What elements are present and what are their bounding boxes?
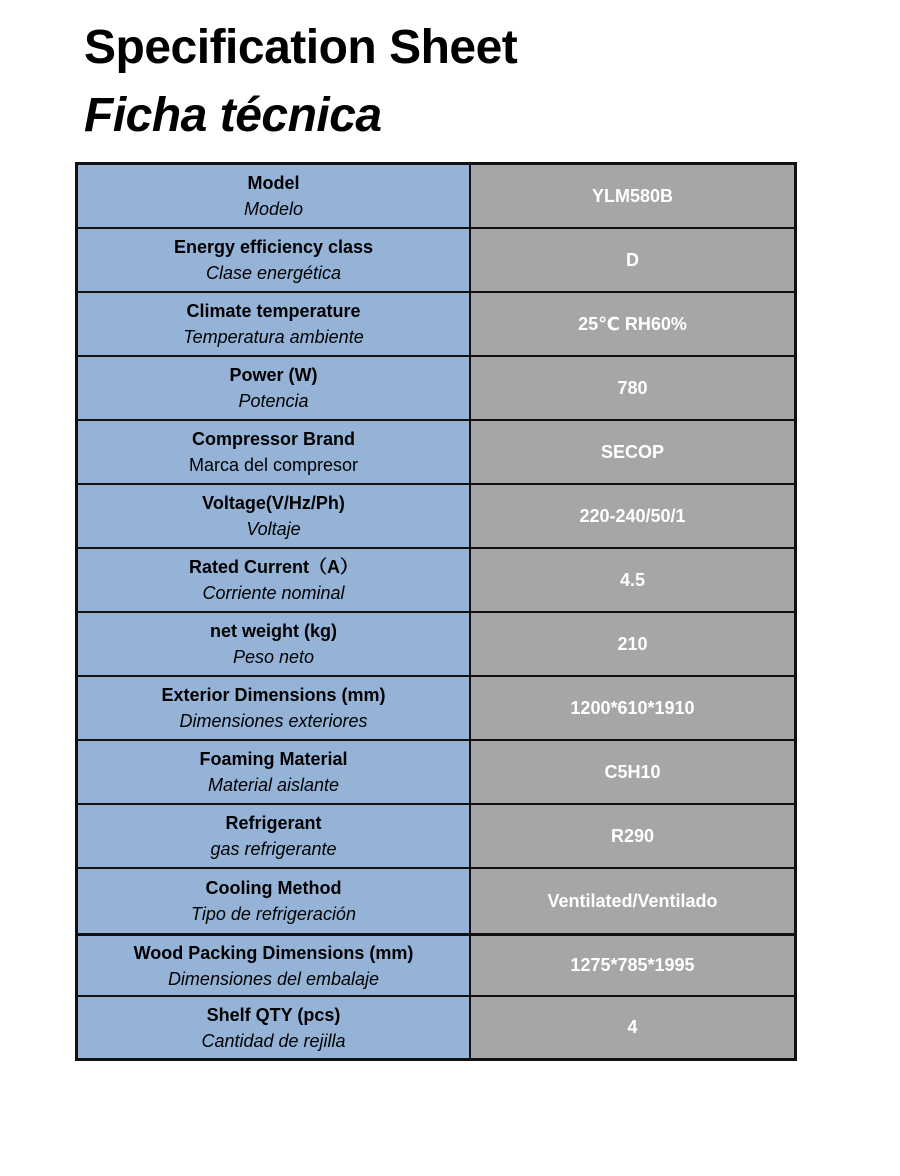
spec-row-voltage	[78, 485, 794, 549]
spec-row-energy-class	[78, 229, 794, 293]
row-label	[78, 741, 471, 803]
spec-row-power	[78, 357, 794, 421]
page-subtitle: Ficha técnica	[84, 89, 382, 142]
label-es: Dimensiones exteriores	[179, 711, 368, 731]
spec-row-shelf-qty	[78, 997, 794, 1061]
label-en: Exterior Dimensions (mm)	[161, 685, 386, 705]
label-es: Clase energética	[205, 263, 342, 283]
row-value: SECOP	[471, 421, 794, 483]
spec-row-foaming-material	[78, 741, 794, 805]
row-label	[78, 357, 471, 419]
row-label	[78, 485, 471, 547]
label-es: gas refrigerante	[210, 839, 337, 859]
label-es: Marca del compresor	[188, 455, 359, 475]
row-value: 1200*610*1910	[471, 677, 794, 739]
label-en: Climate temperature	[186, 301, 361, 321]
row-value: Ventilated/Ventilado	[471, 869, 794, 933]
label-en: Wood Packing Dimensions (mm)	[133, 942, 414, 963]
row-value: C5H10	[471, 741, 794, 803]
row-label	[78, 997, 471, 1058]
spec-row-climate-temperature	[78, 293, 794, 357]
spec-row-exterior-dimensions	[78, 677, 794, 741]
row-value: 210	[471, 613, 794, 675]
label-en: net weight (kg)	[210, 621, 337, 641]
row-label	[78, 229, 471, 291]
label-en: Shelf QTY (pcs)	[206, 1004, 341, 1025]
row-label	[78, 421, 471, 483]
label-es: Peso neto	[232, 647, 315, 667]
row-value: 1275*785*1995	[471, 936, 794, 995]
label-es: Material aislante	[207, 775, 340, 795]
label-es: Corriente nominal	[202, 583, 345, 603]
row-value: 220-240/50/1	[471, 485, 794, 547]
row-value: 4	[471, 997, 794, 1058]
row-label	[78, 293, 471, 355]
spec-row-net-weight	[78, 613, 794, 677]
row-label	[78, 549, 471, 611]
row-value: 25℃ RH60%	[471, 293, 794, 355]
label-es: Modelo	[243, 199, 304, 219]
spec-row-compressor-brand	[78, 421, 794, 485]
row-value: YLM580B	[471, 165, 794, 227]
spec-row-wood-packing	[78, 933, 794, 997]
row-label	[78, 165, 471, 227]
spec-table	[75, 162, 797, 1061]
label-es: Temperatura ambiente	[183, 327, 364, 347]
spec-row-refrigerant	[78, 805, 794, 869]
row-label	[78, 613, 471, 675]
page-title: Specification Sheet	[84, 21, 518, 74]
label-es: Cantidad de rejilla	[201, 1030, 346, 1051]
label-en: Refrigerant	[225, 813, 322, 833]
label-es: Dimensiones del embalaje	[167, 968, 380, 989]
label-en: Energy efficiency class	[173, 237, 374, 257]
label-en: Cooling Method	[205, 878, 342, 898]
label-es: Voltaje	[246, 519, 301, 539]
row-label	[78, 805, 471, 867]
row-label	[78, 936, 471, 995]
row-value: 780	[471, 357, 794, 419]
label-es: Potencia	[238, 391, 309, 411]
label-en: Model	[247, 173, 300, 193]
label-en: Rated Current（A）	[188, 557, 358, 577]
row-value: R290	[471, 805, 794, 867]
label-en: Power (W)	[229, 365, 318, 385]
label-en: Compressor Brand	[191, 429, 356, 449]
spec-row-cooling-method	[78, 869, 794, 933]
label-en: Foaming Material	[199, 749, 348, 769]
row-label	[78, 869, 471, 933]
label-es: Tipo de refrigeración	[191, 904, 356, 924]
spec-row-model	[78, 165, 794, 229]
row-value: D	[471, 229, 794, 291]
spec-row-rated-current	[78, 549, 794, 613]
row-label	[78, 677, 471, 739]
row-value: 4.5	[471, 549, 794, 611]
label-en: Voltage(V/Hz/Ph)	[202, 493, 345, 513]
